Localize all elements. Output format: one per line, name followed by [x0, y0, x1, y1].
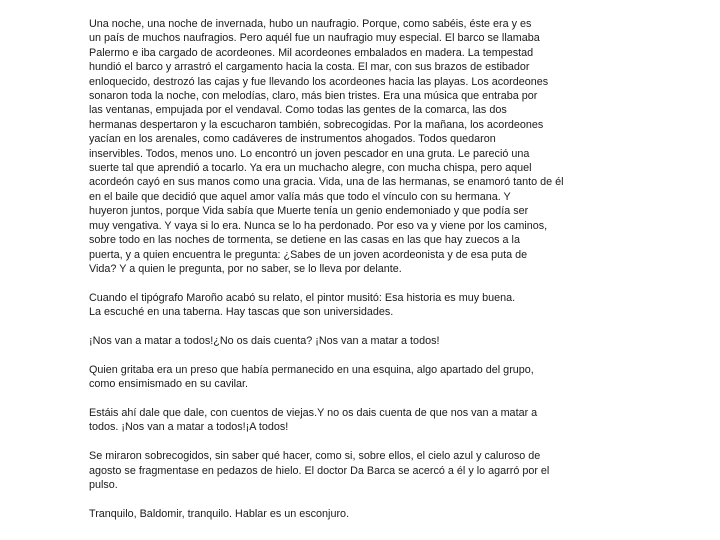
- paragraph-warning: [89, 406, 689, 435]
- text-line: sobre todo en las noches de tormenta, se detiene en las casas en las que hay zuecos a la: [89, 234, 520, 247]
- text-line: inservibles. Todos, menos uno. Lo encontró un joven pescador en una gruta. Le pareció una: [89, 147, 530, 160]
- document-body: [89, 17, 689, 536]
- text-line: en el baile que decidió que aquel amor valía más que todo el vínculo con su hermana. Y: [89, 190, 511, 203]
- text-line: ¡Nos van a matar a todos!¿No os dais cuenta? ¡Nos van a matar a todos!: [89, 334, 440, 347]
- text-line: como ensimismado en su cavilar.: [89, 378, 249, 391]
- text-line: hundió el barco y arrastró el cargamento hacia la costa. El mar, con sus brazos de estibador: [89, 61, 530, 74]
- text-line: Se miraron sobrecogidos, sin saber qué hacer, como si, sobre ellos, el cielo azul y caluroso de: [89, 450, 541, 463]
- text-line: todos. ¡Nos van a matar a todos!¡A todos!: [89, 421, 289, 434]
- text-line: agosto se fragmentase en pedazos de hielo. El doctor Da Barca se acercó a él y lo agarró por el: [89, 464, 550, 477]
- text-line: muy vengativa. Y vaya si lo era. Nunca se lo ha perdonado. Por eso va y viene por los caminos,: [89, 219, 548, 232]
- paragraph-prisoner: [89, 363, 689, 392]
- paragraph-shout: [89, 334, 689, 348]
- text-line: suerte tal que aprendió a tocarlo. Ya era un muchacho alegre, con mucha chispa, pero aquel: [89, 162, 532, 175]
- text-line: Palermo e iba cargado de acordeones. Mil acordeones embalados en madera. La tempestad: [89, 46, 534, 59]
- text-line: La escuché en una taberna. Hay tascas que son universidades.: [89, 306, 394, 319]
- text-line: puerta, y a quien encuentra le pregunta: ¿Sabes de un joven acordeonista y de esa puta de: [89, 248, 528, 261]
- text-line: enloquecido, destrozó las cajas y fue llevando los acordeones hacia las playas. Los acordeones: [89, 75, 549, 88]
- text-line: Estáis ahí dale que dale, con cuentos de viejas.Y no os dais cuenta de que nos van a matar a: [89, 406, 538, 419]
- text-line: acordeón cayó en sus manos como una gracia. Vida, una de las hermanas, se enamoró tanto de él: [89, 176, 564, 189]
- text-line: las ventanas, empujada por el vendaval. Como todas las gentes de la comarca, las dos: [89, 104, 507, 117]
- text-line: Una noche, una noche de invernada, hubo un naufragio. Porque, como sabéis, éste era y es: [89, 18, 532, 30]
- paragraph-doctor: [89, 449, 689, 492]
- text-line: yacían en los arenales, como cadáveres de instrumentos ahogados. Todos quedaron: [89, 133, 496, 146]
- text-line: Tranquilo, Baldomir, tranquilo. Hablar es un esconjuro.: [89, 507, 350, 520]
- text-line: huyeron juntos, porque Vida sabía que Muerte tenía un genio endemoniado y que podía ser: [89, 205, 529, 218]
- paragraph-typographer: [89, 291, 689, 320]
- paragraph-accordion-tale: [89, 17, 689, 276]
- text-line: pulso.: [89, 478, 118, 491]
- text-line: Cuando el tipógrafo Maroño acabó su relato, el pintor musitó: Esa historia es muy buena.: [89, 291, 516, 304]
- text-line: sonaron toda la noche, con melodías, claro, más bien tristes. Era una música que entraba por: [89, 90, 538, 103]
- text-line: un país de muchos naufragios. Pero aquél fue un naufragio muy especial. El barco se llamaba: [89, 32, 540, 45]
- paragraph-calm: [89, 507, 689, 521]
- text-line: Quien gritaba era un preso que había permanecido en una esquina, algo apartado del grupo,: [89, 363, 534, 376]
- text-line: hermanas despertaron y la escucharon también, sobrecogidas. Por la mañana, los acordeones: [89, 118, 544, 131]
- text-line: Vida? Y a quien le pregunta, por no saber, se lo lleva por delante.: [89, 262, 402, 275]
